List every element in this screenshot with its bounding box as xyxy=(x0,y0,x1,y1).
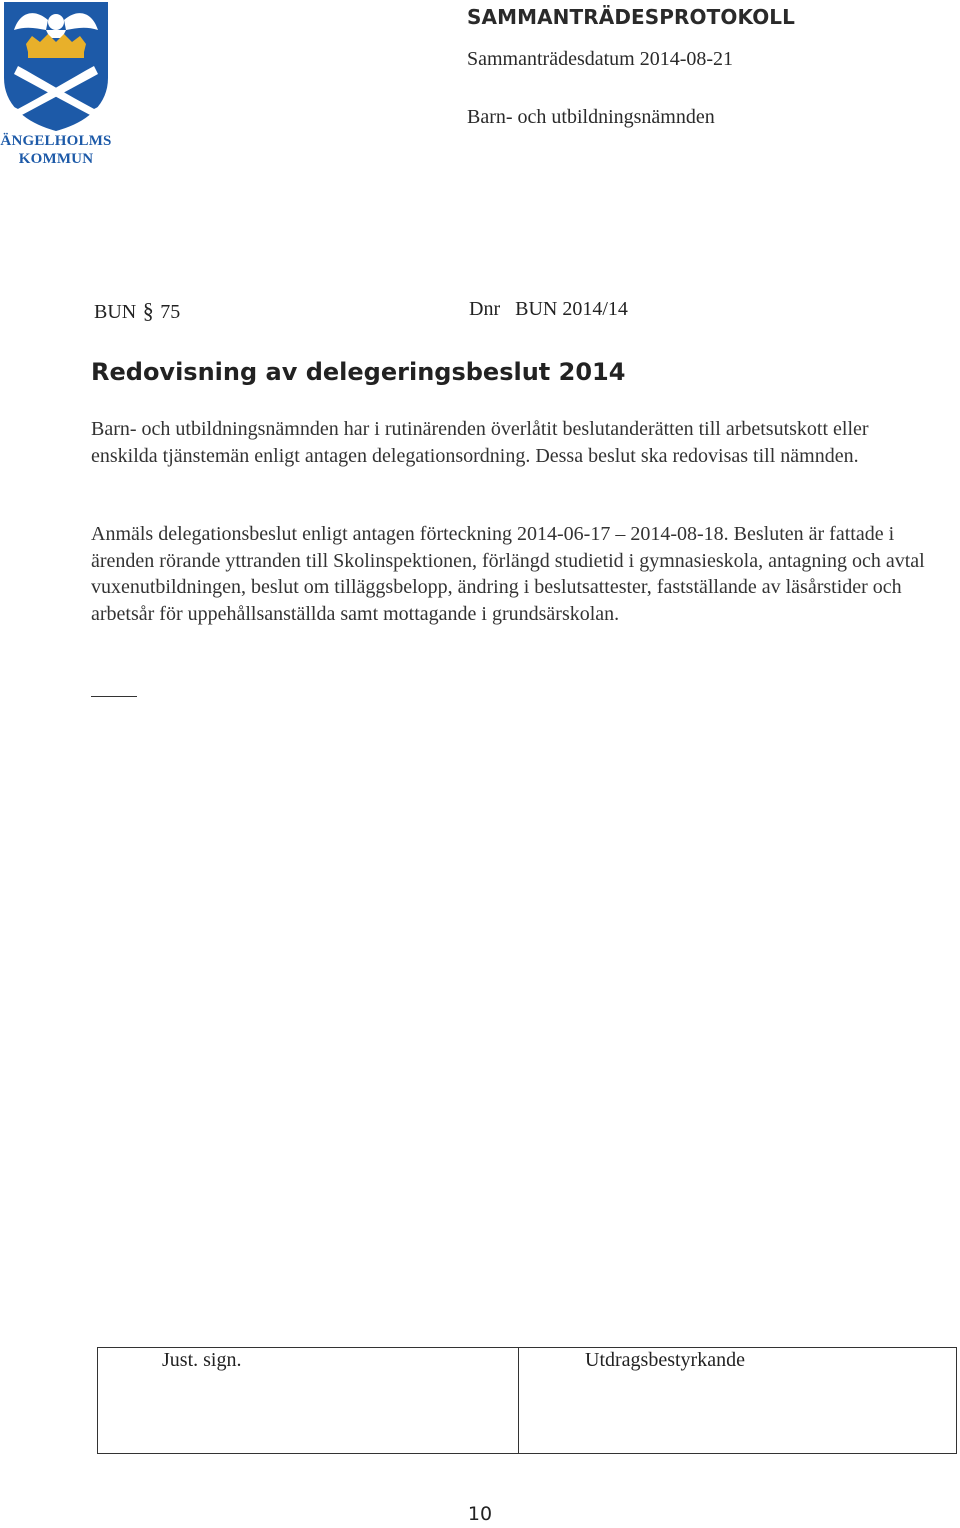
section-reference xyxy=(94,298,180,324)
body-paragraph-1: Barn- och utbildningsnämnden har i rutinärenden överlåtit beslutanderätten till arbetsutskott eller enskilda tjänstemän enligt antagen delegationsordning. Dessa beslut ska redovisas till nämnden. xyxy=(91,418,869,467)
paragraph-sign: § xyxy=(142,298,154,323)
page-heading: Redovisning av delegeringsbeslut 2014 xyxy=(91,358,626,386)
municipality-logo xyxy=(0,0,112,172)
protocol-title: SAMMANTRÄDESPROTOKOLL xyxy=(467,5,795,29)
dnr-value: BUN 2014/14 xyxy=(515,298,628,320)
signature-divider xyxy=(518,1347,519,1454)
section-bun: BUN xyxy=(94,301,137,323)
page-number: 10 xyxy=(467,1503,493,1525)
committee-name: Barn- och utbildningsnämnden xyxy=(467,106,715,128)
logo-name-line1: ÄNGELHOLMS xyxy=(0,133,112,149)
just-sign-label: Just. sign. xyxy=(162,1349,242,1371)
body-paragraph-2: Anmäls delegationsbeslut enligt antagen förteckning 2014-06-17 – 2014-08-18. Besluten är fattade i ärenden rörande yttranden till Skolinspektionen, förlängd studietid i gymnasieskola, antagning och avtal vuxenutbildningen, beslut om tilläggsbelopp, ändring i beslutsattester, fastställande av läsårstider och arbetsår för uppehållsanställda samt mottagande i grundsärskolan. xyxy=(91,523,925,625)
dnr-reference xyxy=(469,298,628,321)
meeting-date: Sammanträdesdatum 2014-08-21 xyxy=(467,48,734,70)
dnr-label: Dnr xyxy=(469,298,501,320)
section-number: 75 xyxy=(160,301,181,323)
end-rule xyxy=(91,696,137,697)
coat-of-arms-icon xyxy=(0,0,112,132)
utdragsbestyrkande-label: Utdragsbestyrkande xyxy=(585,1349,745,1371)
logo-name-line2: KOMMUN xyxy=(18,151,94,167)
